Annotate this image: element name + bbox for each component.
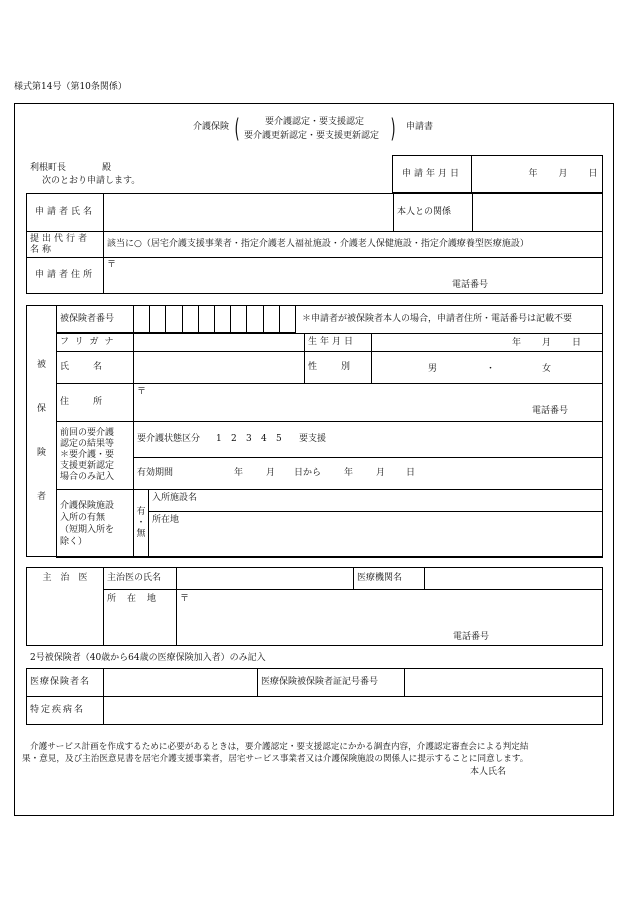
sex-female[interactable]: 女 [542,364,552,374]
signature-label: 本人氏名 [470,767,507,777]
insured-number-table [56,305,296,333]
insured-number-digit-2[interactable] [150,306,166,333]
insured-number-digit-4[interactable] [182,306,198,333]
facility-table [56,489,603,558]
doctor-side-label: 主 治 医 [27,568,104,646]
insured-name-field[interactable] [134,352,305,384]
insured-number-digit-1[interactable] [134,306,150,333]
form-number: 様式第14号（第10条関係） [14,82,127,92]
no2-table [26,668,603,725]
sex-label: 性 別 [305,352,372,384]
no2-note: 2号被保険者（40歳から64歳の医療保険加入者）のみ記入 [30,653,266,663]
valid-period-field[interactable]: 有効期間 年 月 日から 年 月 日 [134,458,603,490]
previous-result-table [56,421,603,490]
applicant-name-label: 申請者氏名 [27,194,104,232]
care-level-2[interactable]: 2 [231,434,237,444]
facility-location-field[interactable]: 所在地 [149,512,603,558]
insured-number-digit-3[interactable] [166,306,182,333]
disease-label: 特定疾病名 [27,697,104,725]
addressee: 利根町長 殿 [30,163,112,173]
insured-number-digit-6[interactable] [214,306,230,333]
facility-yes: 有 [136,507,146,517]
title-suffix: 申請書 [406,122,434,132]
care-level-field[interactable]: 要介護状態区分 1 2 3 4 5 要支援 [134,422,603,458]
doctor-address-field[interactable]: 〒 電話番号 [177,590,603,646]
doctor-phone-label: 電話番号 [453,632,490,642]
insured-number-digit-7[interactable] [231,306,247,333]
birth-field[interactable]: 年 月 日 [372,334,603,352]
facility-name-field[interactable]: 入所施設名 [149,490,603,512]
insurer-label: 医療保険者名 [27,669,104,697]
applicant-table [26,193,603,294]
title-option2: 要介護更新認定・要支援更新認定 [244,131,380,141]
insured-side-3: 険 [37,448,47,458]
cert-label: 医療保険被保険者証記号番号 [258,669,405,697]
insured-side-2: 保 [37,404,47,414]
left-brace: ( [234,114,240,144]
agent-field[interactable]: 該当に○（居宅介護支援事業者・指定介護老人福祉施設・介護老人保健施設・指定介護療養型医療施設） [104,232,603,258]
title-prefix: 介護保険 [193,122,230,132]
applicant-phone-label: 電話番号 [452,280,489,290]
postal-mark: 〒 [107,260,117,270]
insured-number-digit-8[interactable] [247,306,263,333]
insured-name-table [56,333,603,422]
insured-address-label: 住 所 [57,384,134,422]
doctor-table [26,567,603,646]
insured-side-1: 被 [37,360,47,370]
insured-phone-label: 電話番号 [532,406,569,416]
care-level-3[interactable]: 3 [246,434,252,444]
right-brace: ) [390,114,396,144]
application-date-label: 申請年月日 [393,156,472,193]
birth-label: 生年月日 [305,334,372,352]
prev-result-label: 前回の要介護 認定の結果等 ＊要介護・要 支援更新認定 場合のみ記入 [57,422,134,490]
care-level-5[interactable]: 5 [276,434,282,444]
applicant-address-field[interactable] [104,258,603,294]
insured-name-label: 氏 名 [57,352,134,384]
insured-address-field[interactable]: 〒 電話番号 [134,384,603,422]
sex-field[interactable]: 男 ・ 女 [372,352,603,384]
furigana-label: フリガナ [57,334,134,352]
doctor-name-label: 主治医の氏名 [104,568,177,590]
institution-field[interactable] [425,568,603,590]
support-option[interactable]: 要支援 [299,434,327,444]
insured-number-digit-10[interactable] [279,306,295,333]
care-level-1[interactable]: 1 [216,434,222,444]
insured-number-digit-9[interactable] [263,306,279,333]
consent-line-2: 果・意見，及び主治医意見書を居宅介護支援事業者，居宅サービス事業者又は介護保険施設の関係人に提示することに同意します。 [22,754,529,764]
insured-side-4: 者 [37,492,47,502]
insurer-field[interactable] [104,669,258,697]
title-option1: 要介護認定・要支援認定 [265,117,365,127]
care-level-4[interactable]: 4 [261,434,267,444]
relation-label: 本人との関係 [394,194,473,232]
disease-field[interactable] [104,697,603,725]
application-date-field[interactable]: 年 月 日 [472,156,603,193]
applicant-name-field[interactable] [104,194,394,232]
facility-yes-no[interactable]: 有 ・ 無 [134,490,149,558]
institution-label: 医療機関名 [354,568,425,590]
intro-text: 次のとおり申請します。 [42,176,141,186]
insured-number-label: 被保険者番号 [57,306,134,333]
sex-male[interactable]: 男 [428,364,438,374]
relation-field[interactable] [473,194,603,232]
furigana-field[interactable] [134,334,305,352]
applicant-address-label: 申請者住所 [27,258,104,294]
facility-label: 介護保険施設 入所の有無 （短期入所を 除く） [57,490,134,558]
facility-no: 無 [136,529,146,539]
insured-number-note: ＊申請者が被保険者本人の場合，申請者住所・電話番号は記載不要 [302,314,573,324]
insured-number-digit-5[interactable] [198,306,214,333]
consent-line-1: 介護サービス計画を作成するために必要があるときは，要介護認定・要支援認定にかかる調査内容，介護認定審査会による判定結 [30,742,529,752]
agent-label: 提出代行者 名称 [27,232,104,258]
doctor-address-label: 所 在 地 [104,590,177,646]
application-date-table [392,155,603,193]
cert-field[interactable] [405,669,603,697]
doctor-name-field[interactable] [177,568,354,590]
